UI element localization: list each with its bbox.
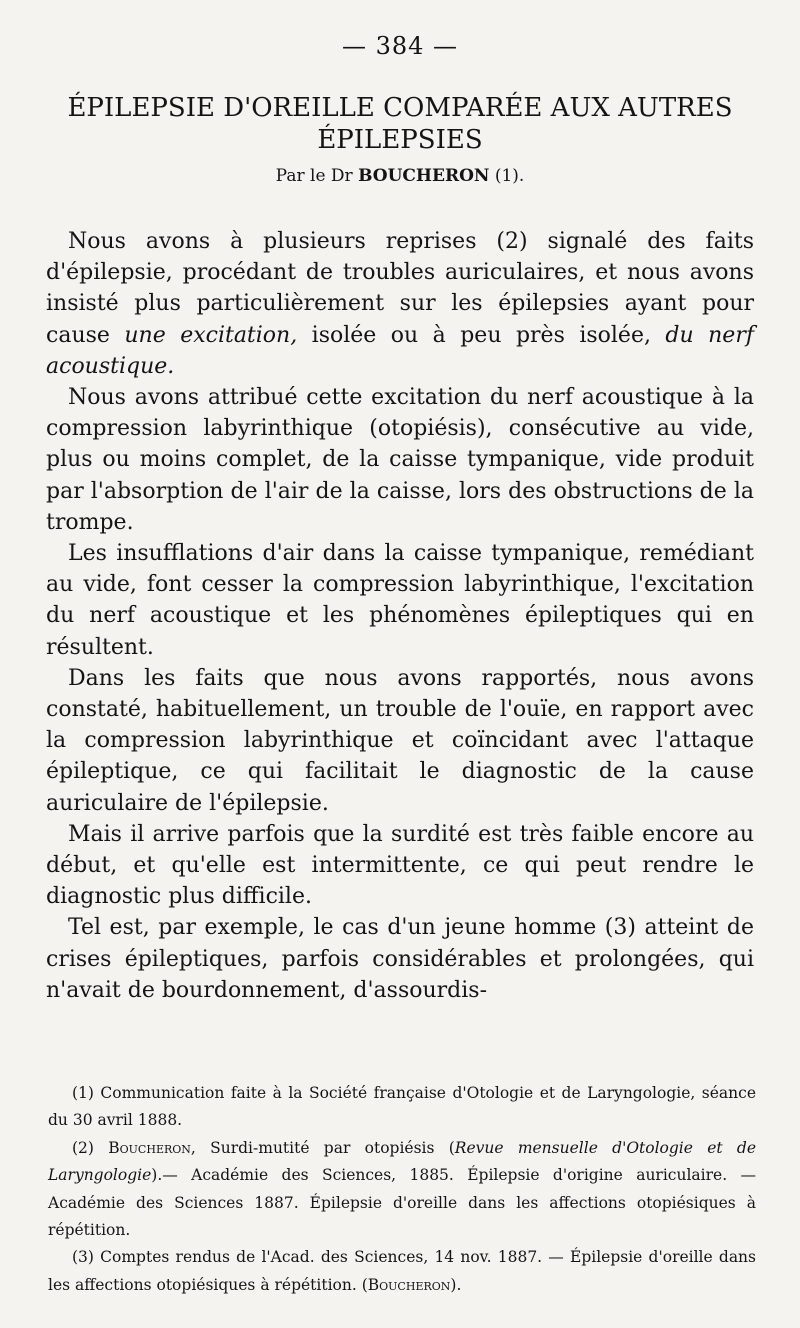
footnote-2 (48, 1135, 756, 1245)
footnote-2-text-a: , Surdi-mutité par otopiésis ( (190, 1138, 455, 1157)
paragraph-6: Tel est, par exemple, le cas d'un jeune homme (3) atteint de crises épileptiques, parfois considérables et prolongées, qui n'avait de bourdonnement, d'assourdis- (46, 915, 754, 1003)
paragraph-1-emphasis-b: du nerf acoustique. (46, 322, 754, 379)
byline-note-ref: (1). (489, 166, 525, 186)
paragraph-5: Mais il arrive parfois que la surdité est très faible encore au début, et qu'elle est intermittente, ce qui peut rendre le diagnostic plus difficile. (46, 821, 754, 910)
article-title: ÉPILEPSIE D'OREILLE COMPARÉE AUX AUTRES ÉPILEPSIES (67, 93, 733, 155)
footnote-1: (1) Communication faite à la Société française d'Otologie et de Laryngologie, séance du 30 avril 1888. (48, 1084, 756, 1130)
paragraph-1-text-b: isolée ou à peu près isolée, (297, 322, 666, 348)
footnote-3-author: Boucheron (367, 1275, 451, 1294)
paragraph-1-text-a: Nous avons à plusieurs reprises (2) signalé des faits d'épilepsie, procédant de troubles auriculaires, et nous avons insisté plus particulièrement sur les épilepsies ayant pour cause (46, 229, 754, 348)
paragraph-1 (46, 226, 754, 382)
footnote-2-journal: Revue mensuelle d'Otologie et de Laryngologie (48, 1138, 756, 1185)
footnote-3-text-a: (3) Comptes rendus de l'Acad. des Sciences, 14 nov. 1887. — Épilepsie d'oreille dans les affections otopiésiques à répétition. ( (48, 1248, 756, 1294)
article-body (46, 226, 754, 1006)
footnote-2-author: Boucheron (108, 1138, 191, 1157)
byline-prefix: Par le Dr (275, 166, 359, 186)
footnote-3 (48, 1244, 756, 1299)
footnote-2-num: (2) (72, 1138, 109, 1157)
footnotes (48, 1080, 756, 1299)
page-number: — 384 — (341, 32, 459, 60)
paragraph-4: Dans les faits que nous avons rapportés, nous avons constaté, habituellement, un trouble de l'ouïe, en rapport avec la compression labyrinthique et coïncidant avec l'attaque épileptique, ce qui facilitait le diagnostic de la cause auriculaire de l'épilepsie. (46, 665, 754, 816)
paragraph-1-emphasis-a: une excitation, (124, 322, 298, 348)
paragraph-3: Les insufflations d'air dans la caisse tympanique, remédiant au vide, font cesser la compression labyrinthique, l'excitation du nerf acoustique et les phénomènes épileptiques qui en résultent. (46, 541, 754, 660)
footnote-2-text-b: ).— Académie des Sciences, 1885. Épilepsie d'origine auriculaire. — Académie des Sciences 1887. Épilepsie d'oreille dans les affections otopiésiques à répétition. (48, 1166, 756, 1240)
footnote-3-text-b: ). (450, 1275, 462, 1294)
author-name: BOUCHERON (358, 166, 490, 186)
paragraph-2: Nous avons attribué cette excitation du nerf acoustique à la compression labyrinthique (otopiésis), consécutive au vide, plus ou moins complet, de la caisse tympanique, vide produit par l'absorption de l'air de la caisse, lors des obstructions de la trompe. (46, 385, 754, 535)
byline (0, 166, 800, 186)
